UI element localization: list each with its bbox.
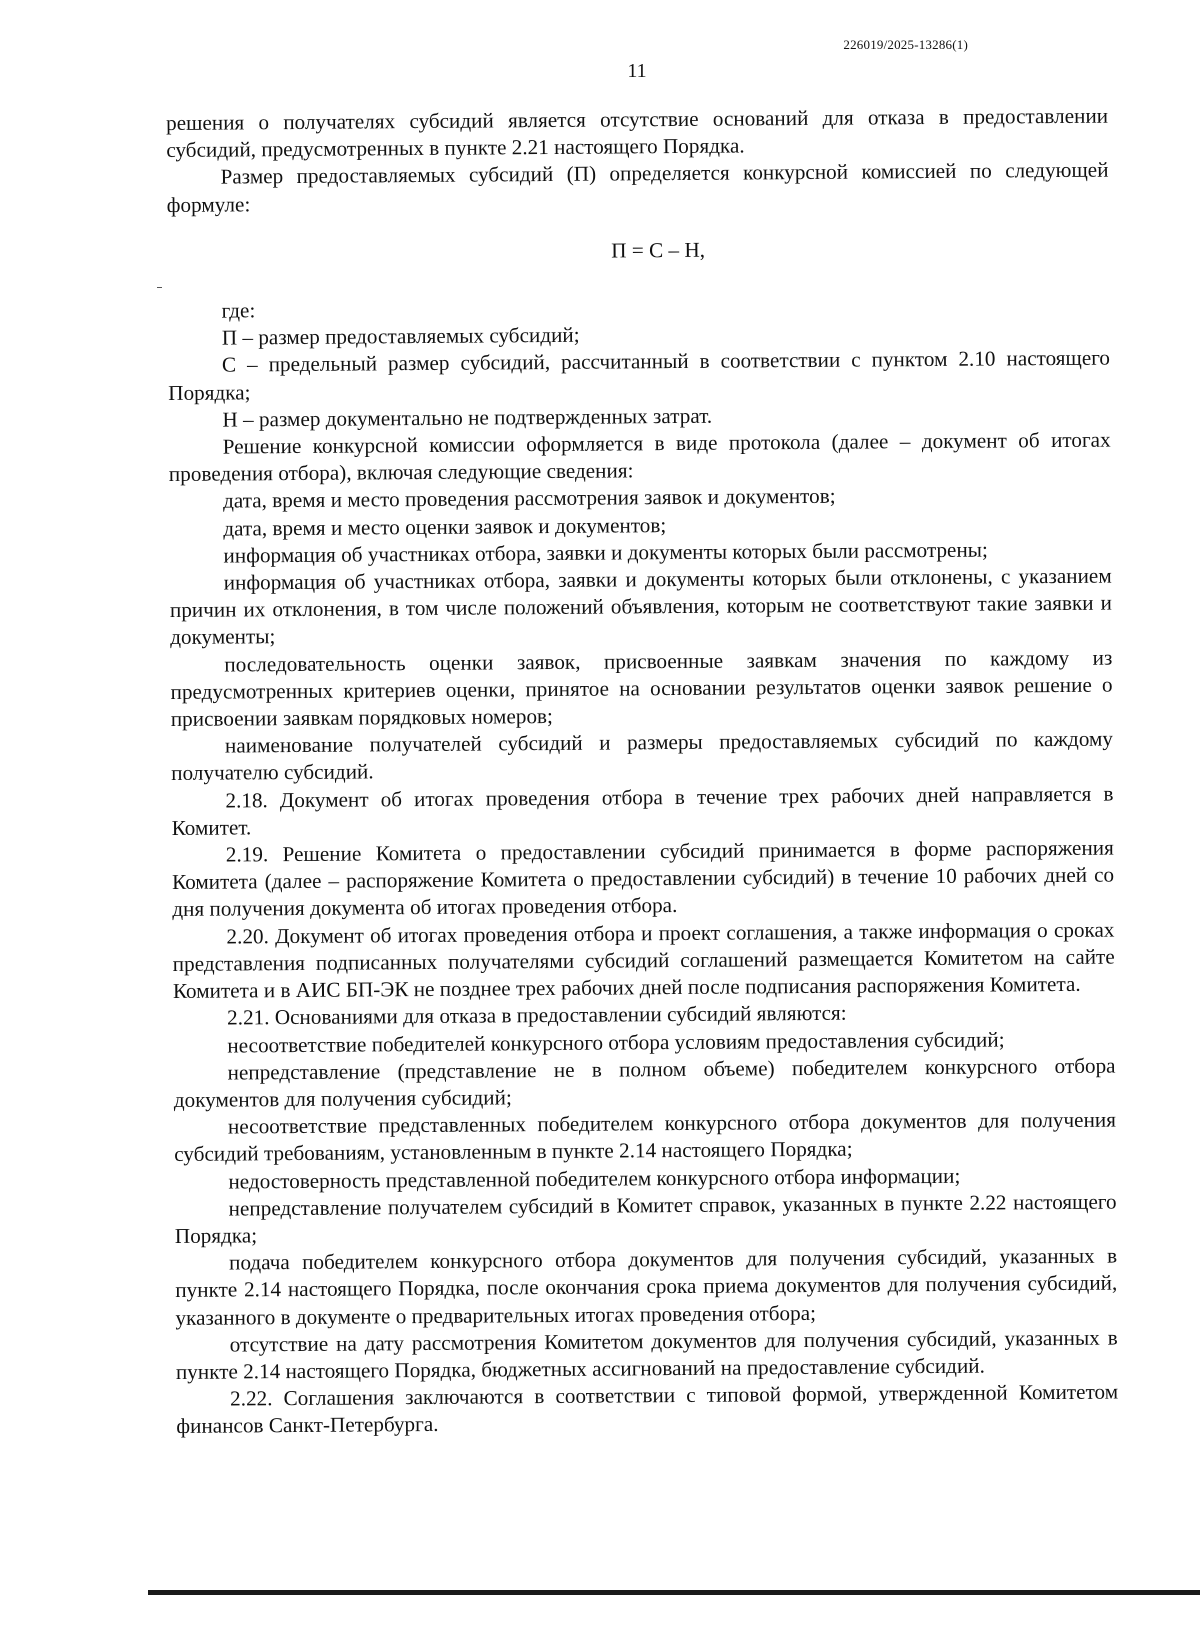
clause-2-20: 2.20. Документ об итогах проведения отбора и проект соглашения, а также информация о сроках представления подписанных получателями субсидий соглашений размещается Комитетом на сайте Комитета и в АИС БП-ЭК не позднее трех рабочих дней после подписания распоряжения Комитета.	[172, 917, 1115, 1004]
clause-2-21: 2.21. Основаниями для отказа в предоставлении субсидий являются:	[227, 1000, 847, 1030]
paragraph-subsidy-size: Размер предоставляемых субсидий (П) определяется конкурсной комиссией по следующей формуле:	[166, 158, 1109, 217]
formula-def-p: П – размер предоставляемых субсидий;	[221, 322, 580, 350]
formula-def-h: Н – размер документально не подтвержденных затрат.	[222, 403, 713, 432]
formula-def-c: С – предельный размер субсидий, рассчитанный в соответствии с пунктом 2.10 настоящего Порядка;	[168, 346, 1111, 405]
page-number: 11	[627, 60, 647, 82]
clause-2-22: 2.22. Соглашения заключаются в соответствии с типовой формой, утвержденной Комитетом финансов Санкт-Петербурга.	[176, 1379, 1119, 1439]
document-registration-number: 226019/2025-13286(1)	[843, 37, 968, 52]
list-item: последовательность оценки заявок, присвоенные заявкам значения по каждому из предусмотренных критериев оценки, принятое на основании результатов оценки заявок решение о присвоении заявкам порядковых номеров;	[170, 645, 1113, 732]
list-item: несоответствие победителей конкурсного отбора условиям предоставления субсидий;	[227, 1026, 1005, 1058]
list-item: подача победителем конкурсного отбора документов для получения субсидий, указанных в пункте 2.14 настоящего Порядка, после окончания срока приема документов для получения субсидий, указанного в документе о предварительных итогах проведения отбора;	[175, 1243, 1118, 1330]
list-item: дата, время и место оценки заявок и документов;	[223, 512, 667, 541]
list-item: информация об участниках отбора, заявки и документы которых были рассмотрены;	[223, 537, 988, 568]
formula: П = С – Н,	[611, 237, 706, 263]
formula-where: где:	[221, 298, 256, 323]
list-item: недостоверность представленной победителем конкурсного отбора информации;	[228, 1163, 961, 1194]
list-item: отсутствие на дату рассмотрения Комитетом документов для получения субсидий, указанных в пункте 2.14 настоящего Порядка, бюджетных ассигнований на предоставление субсидий.	[175, 1325, 1118, 1384]
paragraph-protocol: Решение конкурсной комиссии оформляется в виде протокола (далее – документ об итогах проведения отбора), включая следующие сведения:	[168, 427, 1111, 487]
list-item: информация об участниках отбора, заявки и документы которых были отклонены, с указанием причин их отклонения, в том числе положений объявления, которым не соответствуют такие заявки и документы;	[169, 563, 1112, 650]
list-item: непредставление получателем субсидий в Комитет справок, указанных в пункте 2.22 настоящего Порядка;	[174, 1189, 1117, 1248]
paragraph-continuation: решения о получателях субсидий является отсутствие оснований для отказа в предоставлении субсидий, предусмотренных в пункте 2.21 настоящего Порядка.	[166, 103, 1109, 163]
scan-artifact-mark	[157, 287, 162, 288]
list-item: наименование получателей субсидий и размеры предоставляемых субсидий по каждому получателю субсидий.	[171, 726, 1114, 786]
scan-edge-line	[148, 1590, 1200, 1595]
list-item: непредставление (представление не в полном объеме) победителем конкурсного отбора документов для получения субсидий;	[173, 1053, 1116, 1112]
list-item: несоответствие представленных победителем конкурсного отбора документов для получения субсидий требованиям, установленным в пункте 2.14 настоящего Порядка;	[174, 1107, 1117, 1167]
clause-2-18: 2.18. Документ об итогах проведения отбора в течение трех рабочих дней направляется в Комитет.	[171, 781, 1114, 840]
clause-2-19: 2.19. Решение Комитета о предоставлении субсидий принимается в форме распоряжения Комитета (далее – распоряжение Комитета о предоставлении субсидий) в течение 10 рабочих дней со дня получения документа об итогах проведения отбора.	[171, 835, 1115, 922]
list-item: дата, время и место проведения рассмотрения заявок и документов;	[222, 484, 836, 514]
document-body	[166, 103, 1118, 1441]
